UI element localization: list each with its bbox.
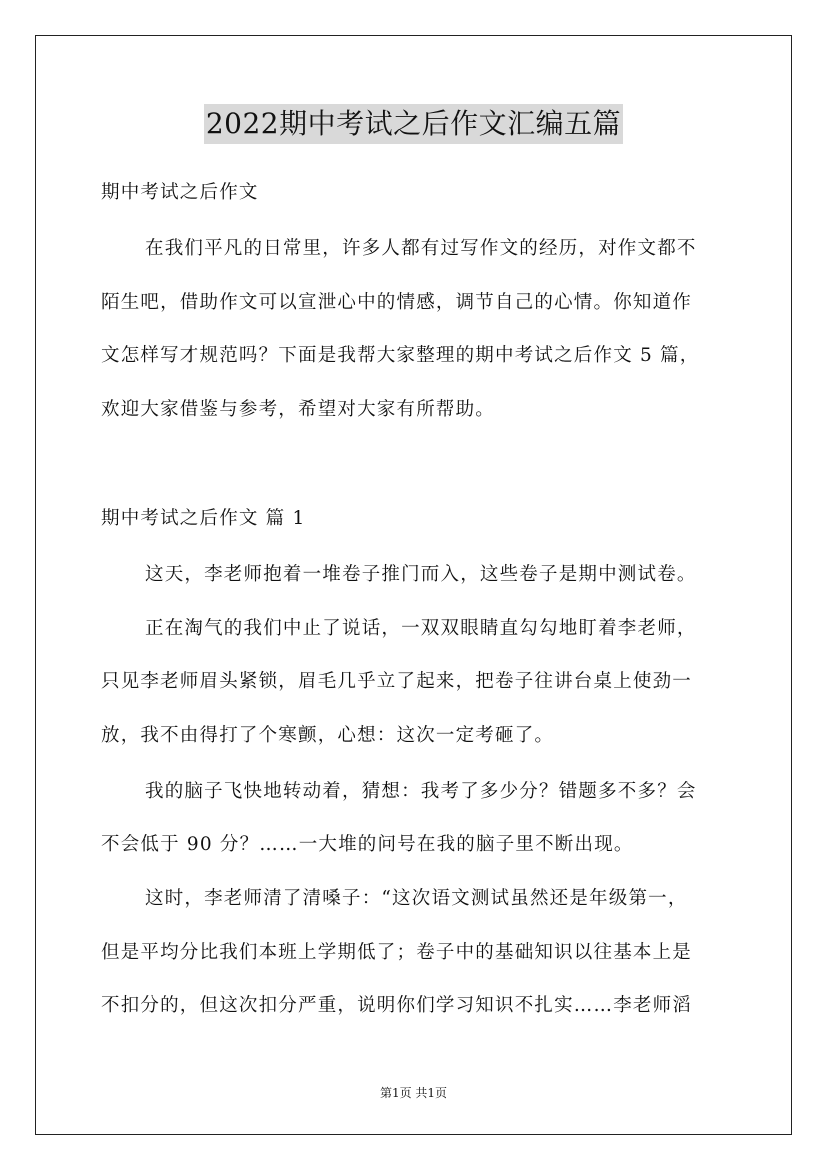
section-heading: 期中考试之后作文 篇 1 [101, 508, 306, 529]
paragraph-line: 不会低于 90 分？……一大堆的问号在我的脑子里不断出现。 [101, 834, 634, 855]
paragraph-line: 放，我不由得打了个寒颤，心想：这次一定考砸了。 [101, 725, 555, 746]
title-container [0, 104, 827, 144]
section-heading: 期中考试之后作文 [101, 182, 259, 203]
paragraph-line: 但是平均分比我们本班上学期低了；卷子中的基础知识以往基本上是 [101, 942, 693, 963]
document-title: 2022期中考试之后作文汇编五篇 [204, 104, 623, 144]
paragraph-line: 只见李老师眉头紧锁，眉毛几乎立了起来，把卷子往讲台桌上使劲一 [101, 671, 693, 692]
paragraph-line: 我的脑子飞快地转动着，猜想：我考了多少分？错题多不多？会 [145, 781, 697, 802]
paragraph-line: 陌生吧，借助作文可以宣泄心中的情感，调节自己的心情。你知道作 [101, 292, 693, 313]
paragraph-line: 这天，李老师抱着一堆卷子推门而入，这些卷子是期中测试卷。 [145, 564, 697, 585]
page-footer: 第1页 共1页 [379, 1086, 448, 1100]
paragraph-line: 这时，李老师清了清嗓子：“这次语文测试虽然还是年级第一， [145, 888, 688, 909]
paragraph-line: 文怎样写才规范吗？下面是我帮大家整理的期中考试之后作文 5 篇， [101, 345, 700, 366]
paragraph-line: 在我们平凡的日常里，许多人都有过写作文的经历，对作文都不 [145, 238, 697, 259]
paragraph-line: 欢迎大家借鉴与参考，希望对大家有所帮助。 [101, 399, 496, 420]
paragraph-line: 不扣分的，但这次扣分严重，说明你们学习知识不扎实……李老师滔 [101, 995, 693, 1016]
paragraph-line: 正在淘气的我们中止了说话，一双双眼睛直勾勾地盯着李老师， [145, 618, 697, 639]
